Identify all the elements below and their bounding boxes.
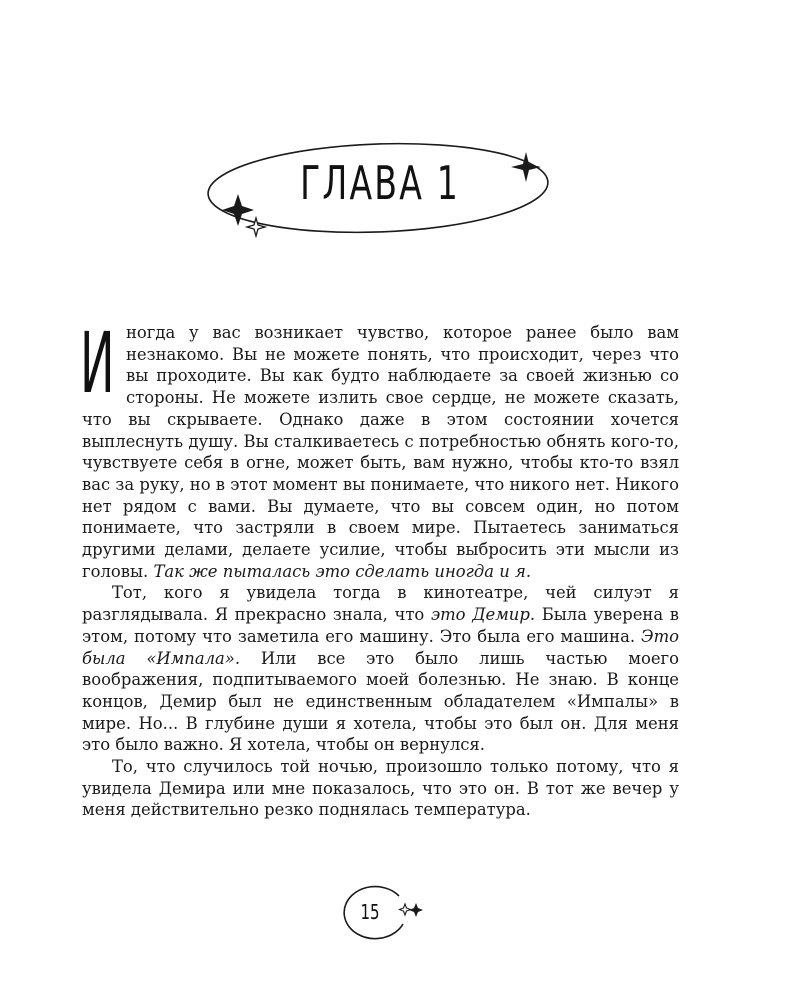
chapter-title: ГЛАВА 1 [300,156,460,210]
paragraph-1 [80,314,679,582]
body-text [80,314,679,821]
paragraph-1-italic: Так же пыталась это сделать иногда и я. [153,561,532,581]
paragraph-2-text-b: Была уверена в этом, потому что заметила его машину. Это была его машина. [82,605,679,646]
paragraph-2 [82,582,679,756]
drop-cap: И [80,314,115,412]
paragraph-3: То, что случилось той ночью, произошло только потому, что я увидела Демира или мне показалось, что это он. В тот же вечер у меня действительно резко поднялась температура. [82,757,679,820]
chapter-header [200,138,560,248]
paragraph-2-italic-1: это Демир. [430,605,536,625]
paragraph-2-text-c: Или все это было лишь частью моего воображения, подпитываемого моей болезнью. Не знаю. В конце концов, Демир был не единственным обладателем «Импалы» в мире. Но... В глубине души я хотела, чтобы это был он. Для меня это было важно. Я хотела, чтобы он вернулся. [82,648,679,755]
small-star-outline-icon [400,904,411,915]
paragraph-2-text-a: Тот, кого я увидела тогда в кинотеатре, чей силуэт я разглядывала. Я прекрасно знала, что [82,583,679,625]
page-number: 15 [360,900,380,924]
page-number-block [333,882,433,942]
paragraph-2-italic-2: Это была «Импала». [82,626,679,668]
star-right-icon [511,152,541,182]
paragraph-1-text: ногда у вас возникает чувство, которое ранее было вам незнакомо. Вы не можете понять, что происходит, через что вы проходите. Вы как будто наблюдаете за своей жизнью со стороны. Не можете излить свое сердце, не можете сказать, что вы скрываете. Однако даже в этом состоянии хочется выплеснуть душу. Вы сталкиваетесь с потребностью обнять кого-то, чувствуете себя в огне, может быть, вам нужно, чтобы кто-то взял вас за руку, но в этот момент вы понимаете, что никого нет. Никого нет рядом с вами. Вы думаете, что вы совсем один, но потом понимаете, что застряли в своем мире. Пытаетесь заниматься другими делами, делаете усилие, чтобы выбросить эти мысли из головы. [82,323,679,581]
small-star-icon [409,903,423,917]
